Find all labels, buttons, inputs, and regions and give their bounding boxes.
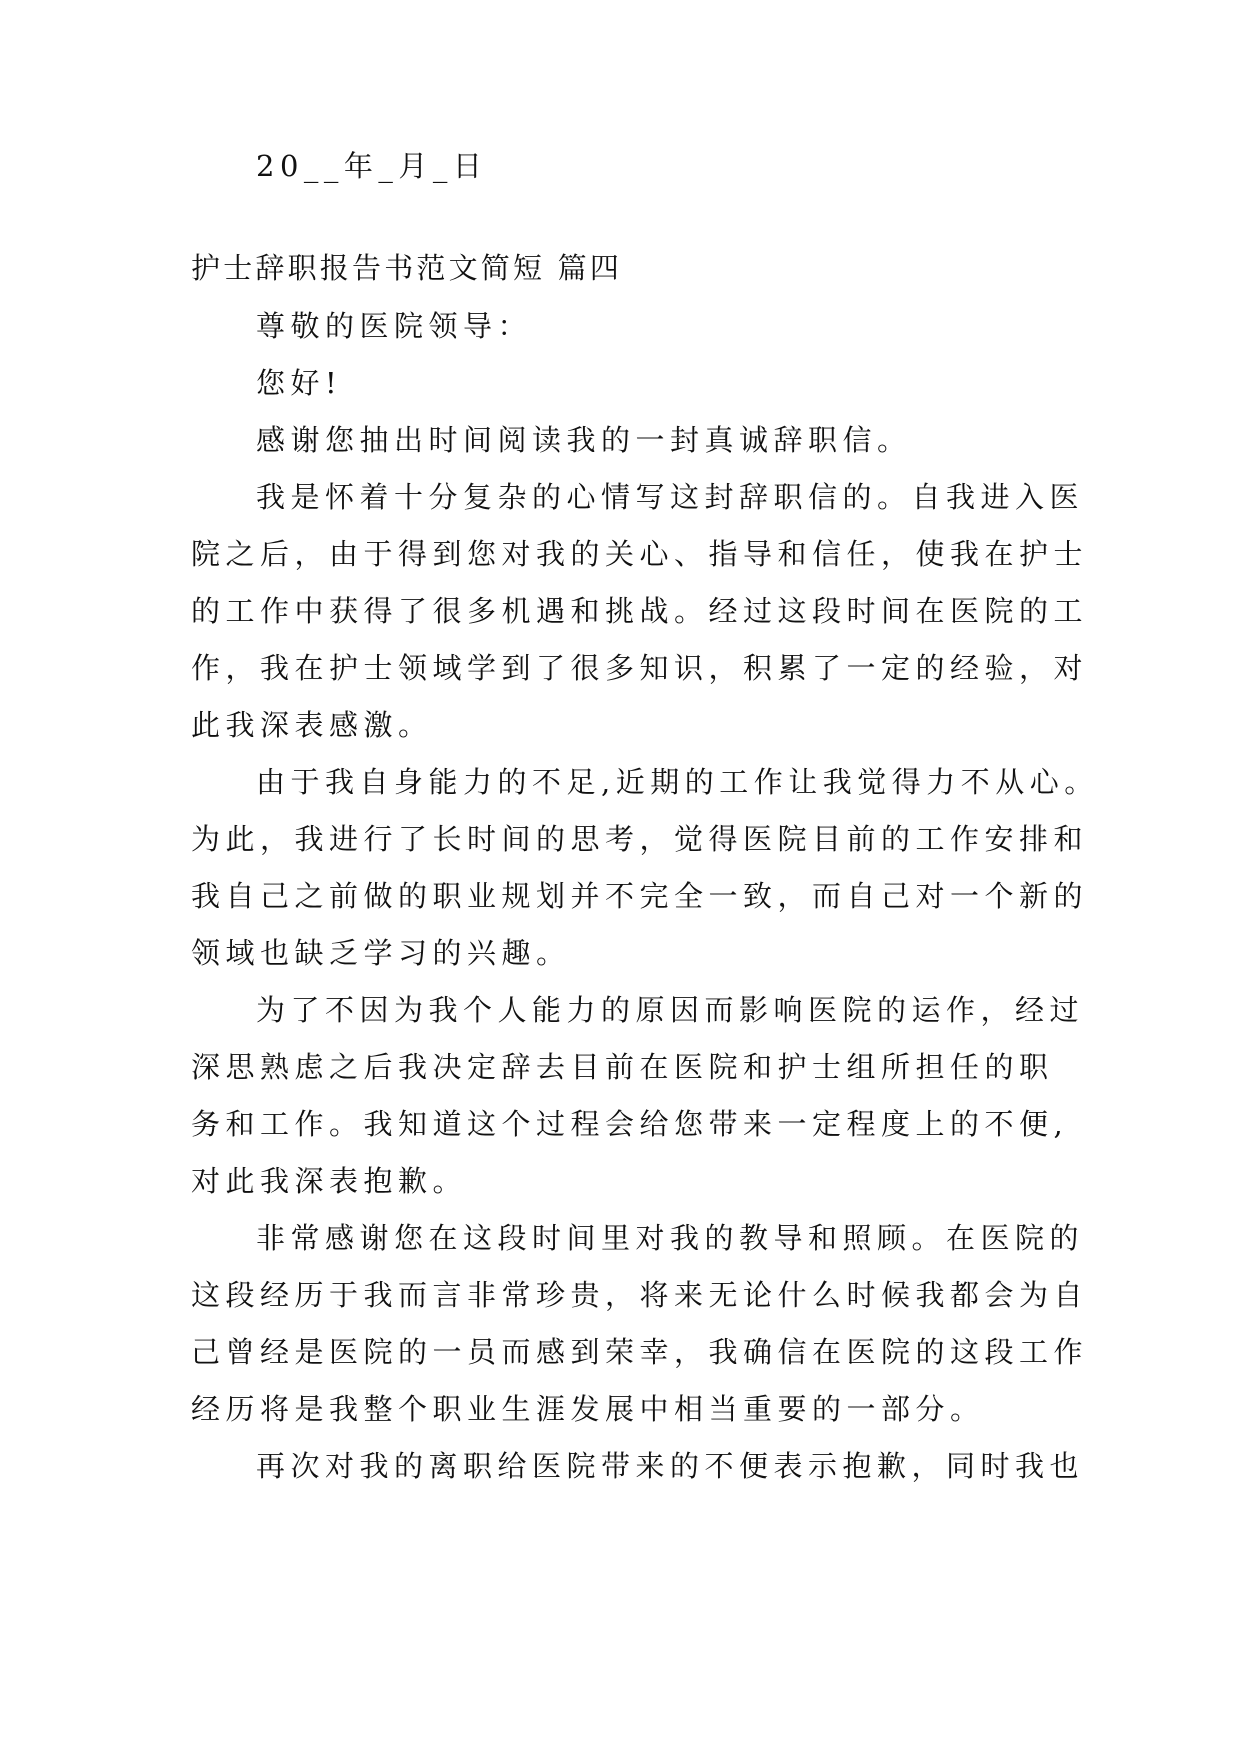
- salutation: 尊敬的医院领导：: [256, 309, 533, 343]
- body-line: 再次对我的离职给医院带来的不便表示抱歉，同时我也: [256, 1449, 1085, 1483]
- body-line: 这段经历于我而言非常珍贵，将来无论什么时候我都会为自: [191, 1278, 1089, 1312]
- body-line: 对此我深表抱歉。: [191, 1164, 468, 1198]
- body-line: 务和工作。我知道这个过程会给您带来一定程度上的不便,: [191, 1107, 1069, 1141]
- body-line: 感谢您抽出时间阅读我的一封真诚辞职信。: [256, 423, 912, 457]
- date-line: 20__年_月_日: [256, 149, 488, 183]
- body-line: 己曾经是医院的一员而感到荣幸，我确信在医院的这段工作: [191, 1335, 1089, 1369]
- body-line: 领域也缺乏学习的兴趣。: [191, 936, 571, 970]
- body-line: 深思熟虑之后我决定辞去目前在医院和护士组所担任的职: [191, 1050, 1054, 1084]
- body-line: 为此，我进行了长时间的思考，觉得医院目前的工作安排和: [191, 822, 1089, 856]
- body-line: 院之后，由于得到您对我的关心、指导和信任，使我在护士: [191, 537, 1089, 571]
- body-line: 经历将是我整个职业生涯发展中相当重要的一部分。: [191, 1392, 985, 1426]
- body-line: 为了不因为我个人能力的原因而影响医院的运作，经过: [256, 993, 1085, 1027]
- section-title: 护士辞职报告书范文简短 篇四: [191, 251, 623, 285]
- body-line: 的工作中获得了很多机遇和挑战。经过这段时间在医院的工: [191, 594, 1089, 628]
- greeting: 您好!: [256, 366, 343, 400]
- body-line: 由于我自身能力的不足,近期的工作让我觉得力不从心。: [256, 765, 1099, 799]
- body-line: 非常感谢您在这段时间里对我的教导和照顾。在医院的: [256, 1221, 1085, 1255]
- body-line: 此我深表感激。: [191, 708, 433, 742]
- body-line: 我是怀着十分复杂的心情写这封辞职信的。自我进入医: [256, 480, 1085, 514]
- body-line: 我自己之前做的职业规划并不完全一致，而自己对一个新的: [191, 879, 1089, 913]
- body-line: 作，我在护士领域学到了很多知识，积累了一定的经验，对: [191, 651, 1089, 685]
